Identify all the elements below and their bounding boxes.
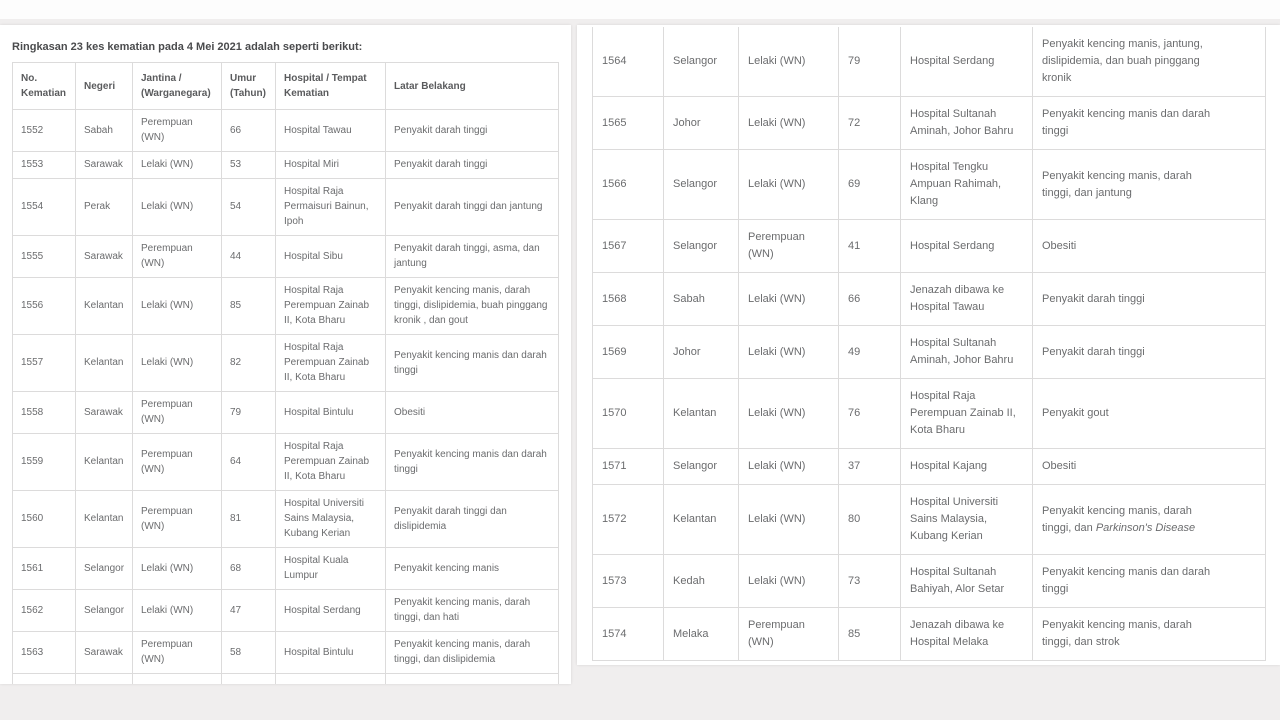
cell-latar-belakang: [1033, 449, 1266, 485]
deaths-table-left: [12, 62, 559, 684]
cell-negeri: Kelantan: [76, 278, 133, 335]
latar-text: Obesiti: [1042, 460, 1077, 472]
cell-hospital: Hospital Kuala Lumpur: [276, 548, 386, 590]
cell-jantina: Lelaki (WN): [739, 273, 839, 326]
cell-hospital: Hospital Bintulu: [276, 632, 386, 674]
cell-jantina: Lelaki (WN): [739, 326, 839, 379]
cell-umur: 49: [839, 326, 901, 379]
cell-latar-belakang: [386, 236, 559, 278]
table-body-left: [13, 110, 559, 674]
table-row: [593, 97, 1266, 150]
cell-negeri: Sabah: [664, 273, 739, 326]
cell-negeri: Selangor: [664, 220, 739, 273]
cell-latar-belakang: [386, 392, 559, 434]
table-row: [593, 485, 1266, 555]
cell-latar-belakang: [1033, 97, 1266, 150]
cell-no-kematian: 1566: [593, 150, 664, 220]
cell-hospital: Hospital Miri: [276, 152, 386, 179]
cell-negeri: Sarawak: [76, 152, 133, 179]
cell-jantina: Perempuan (WN): [133, 491, 222, 548]
cell-latar-belakang: [1033, 485, 1266, 555]
header-cell-latar-belakang: Latar Belakang: [386, 63, 559, 110]
cell-hospital: Hospital Serdang: [276, 590, 386, 632]
cell-jantina: Lelaki (WN): [739, 150, 839, 220]
document-page-right: [577, 25, 1280, 665]
cell-no-kematian: 1560: [13, 491, 76, 548]
cell-jantina: Perempuan (WN): [133, 434, 222, 491]
cell-latar-belakang: [386, 335, 559, 392]
table-row: [13, 110, 559, 152]
cell-latar-belakang: [386, 632, 559, 674]
previous-page-bottom-edge: [0, 0, 1280, 19]
cell-negeri: Sarawak: [76, 392, 133, 434]
cell-no-kematian: 1569: [593, 326, 664, 379]
header-cell-umur: Umur (Tahun): [222, 63, 276, 110]
cell-negeri: Johor: [664, 326, 739, 379]
cell-jantina: Lelaki (WN): [133, 590, 222, 632]
cell-jantina: Perempuan (WN): [133, 632, 222, 674]
cell-no-kematian: 1552: [13, 110, 76, 152]
header-cell-no-kematian: No. Kematian: [13, 63, 76, 110]
table-body-right: [593, 27, 1266, 661]
cell-umur: 47: [222, 590, 276, 632]
table-row: [13, 335, 559, 392]
table-row: [13, 590, 559, 632]
cell-hospital: Hospital Serdang: [901, 220, 1033, 273]
table-row: [593, 608, 1266, 661]
cell-umur: 79: [839, 27, 901, 97]
cell-jantina: Lelaki (WN): [133, 335, 222, 392]
cell-jantina: Lelaki (WN): [739, 27, 839, 97]
latar-text: Penyakit kencing manis, darah tinggi, dan jantung: [1042, 169, 1192, 199]
cell-latar-belakang: [386, 434, 559, 491]
header-cell-negeri: Negeri: [76, 63, 133, 110]
cell-umur: 66: [839, 273, 901, 326]
cell-hospital: Hospital Tawau: [276, 110, 386, 152]
cell-negeri: Selangor: [76, 590, 133, 632]
cell-no-kematian: 1555: [13, 236, 76, 278]
cell-no-kematian: 1556: [13, 278, 76, 335]
cell-jantina: Lelaki (WN): [133, 548, 222, 590]
cell-umur: 68: [222, 548, 276, 590]
table-row: [13, 434, 559, 491]
cell-umur: 58: [222, 632, 276, 674]
cell-hospital: Hospital Raja Perempuan Zainab II, Kota Bharu: [276, 278, 386, 335]
cell-negeri: Selangor: [664, 449, 739, 485]
cell-hospital: Hospital Raja Perempuan Zainab II, Kota Bharu: [901, 379, 1033, 449]
cell-umur: 76: [839, 379, 901, 449]
cell-negeri: Sarawak: [76, 236, 133, 278]
latar-text: Penyakit darah tinggi: [394, 159, 488, 170]
cell-jantina: Lelaki (WN): [133, 152, 222, 179]
cell-negeri: Selangor: [664, 27, 739, 97]
cell-umur: 69: [839, 150, 901, 220]
table-row: [13, 548, 559, 590]
cell-no-kematian: 1553: [13, 152, 76, 179]
cell-umur: 41: [839, 220, 901, 273]
cell-negeri: Kelantan: [76, 434, 133, 491]
table-row: [593, 220, 1266, 273]
cell-umur: 82: [222, 335, 276, 392]
cell-jantina: Perempuan (WN): [133, 392, 222, 434]
cell-latar-belakang: [1033, 27, 1266, 97]
table-header: [13, 63, 559, 110]
table-row: [593, 555, 1266, 608]
latar-text: Penyakit kencing manis, darah tinggi, dan strok: [1042, 619, 1192, 648]
cell-negeri: Kelantan: [664, 379, 739, 449]
cell-umur: 85: [839, 608, 901, 661]
table-row: [593, 27, 1266, 97]
cell-hospital: Hospital Raja Perempuan Zainab II, Kota Bharu: [276, 335, 386, 392]
latar-text: Penyakit darah tinggi, asma, dan jantung: [394, 243, 540, 269]
cell-latar-belakang: [1033, 608, 1266, 661]
cell-jantina: Perempuan (WN): [739, 220, 839, 273]
latar-text: Penyakit kencing manis, darah tinggi, dan hati: [394, 597, 531, 623]
latar-text: Penyakit kencing manis dan darah tinggi: [1042, 566, 1211, 595]
cell-umur: 81: [222, 491, 276, 548]
table-row: [13, 278, 559, 335]
cell-no-kematian: 1554: [13, 179, 76, 236]
cell-no-kematian: 1568: [593, 273, 664, 326]
cell-umur: 44: [222, 236, 276, 278]
cell-no-kematian: 1563: [13, 632, 76, 674]
cell-umur: 54: [222, 179, 276, 236]
cell-jantina: Perempuan (WN): [133, 236, 222, 278]
cell-latar-belakang: [1033, 150, 1266, 220]
cell-latar-belakang: [1033, 220, 1266, 273]
table-row: [593, 326, 1266, 379]
report-summary-title: Ringkasan 23 kes kematian pada 4 Mei 2021 adalah seperti berikut:: [12, 41, 363, 53]
cut-off-row: [13, 674, 559, 685]
cell-latar-belakang: [1033, 326, 1266, 379]
cell-hospital: Hospital Kajang: [901, 449, 1033, 485]
cell-hospital: Hospital Universiti Sains Malaysia, Kubang Kerian: [901, 485, 1033, 555]
cell-no-kematian: 1571: [593, 449, 664, 485]
cell-umur: 53: [222, 152, 276, 179]
latar-text: Penyakit kencing manis, jantung, dislipidemia, dan buah pinggang kronik: [1042, 38, 1203, 84]
latar-text: Obesiti: [1042, 239, 1077, 252]
cell-hospital: Jenazah dibawa ke Hospital Tawau: [901, 273, 1033, 326]
cell-umur: 64: [222, 434, 276, 491]
cell-negeri: Melaka: [664, 608, 739, 661]
table-row: [13, 491, 559, 548]
table-row: [593, 449, 1266, 485]
cell-latar-belakang: [386, 491, 559, 548]
table-row: [13, 236, 559, 278]
cell-negeri: Kedah: [664, 555, 739, 608]
cell-jantina: Lelaki (WN): [133, 278, 222, 335]
cell-no-kematian: 1570: [593, 379, 664, 449]
cell-umur: 85: [222, 278, 276, 335]
cell-negeri: Sabah: [76, 110, 133, 152]
cell-no-kematian: 1564: [593, 27, 664, 97]
latar-text: Penyakit darah tinggi: [394, 124, 488, 136]
cell-jantina: Lelaki (WN): [739, 485, 839, 555]
latar-text-italic: Parkinson's Disease: [1095, 521, 1196, 534]
cell-hospital: Hospital Raja Perempuan Zainab II, Kota Bharu: [276, 434, 386, 491]
cell-hospital: Hospital Sultanah Aminah, Johor Bahru: [901, 97, 1033, 150]
cell-jantina: Lelaki (WN): [739, 555, 839, 608]
cell-latar-belakang: [1033, 555, 1266, 608]
latar-text: Penyakit kencing manis dan darah tinggi: [1042, 108, 1211, 137]
cell-no-kematian: 1572: [593, 485, 664, 555]
latar-text: Penyakit kencing manis dan darah tinggi: [394, 349, 547, 376]
cell-jantina: Lelaki (WN): [739, 379, 839, 449]
table-row: [13, 632, 559, 674]
cell-umur: 80: [839, 485, 901, 555]
cell-no-kematian: 1559: [13, 434, 76, 491]
cell-latar-belakang: [386, 152, 559, 179]
deaths-table-right: [592, 27, 1266, 661]
header-cell-jantina: Jantina / (Warganegara): [133, 63, 222, 110]
cell-no-kematian: 1567: [593, 220, 664, 273]
cell-negeri: Perak: [76, 179, 133, 236]
cell-jantina: Perempuan (WN): [739, 608, 839, 661]
latar-text: Penyakit darah tinggi dan dislipidemia: [394, 505, 507, 532]
cell-negeri: Johor: [664, 97, 739, 150]
table-row: [593, 379, 1266, 449]
latar-text: Penyakit darah tinggi: [1042, 345, 1145, 358]
header-cell-hospital: Hospital / Tempat Kematian: [276, 63, 386, 110]
cell-no-kematian: 1562: [13, 590, 76, 632]
latar-text: Penyakit darah tinggi dan jantung: [394, 201, 543, 212]
cell-umur: 72: [839, 97, 901, 150]
cell-latar-belakang: [386, 590, 559, 632]
cell-no-kematian: 1574: [593, 608, 664, 661]
cell-negeri: Selangor: [664, 150, 739, 220]
cell-negeri: Kelantan: [76, 491, 133, 548]
latar-text: Penyakit kencing manis, darah tinggi, dislipidemia, buah pinggang kronik , dan gout: [394, 285, 548, 326]
cell-negeri: Selangor: [76, 548, 133, 590]
cell-latar-belakang: [386, 110, 559, 152]
cell-hospital: Hospital Sultanah Aminah, Johor Bahru: [901, 326, 1033, 379]
cell-hospital: Hospital Raja Permaisuri Bainun, Ipoh: [276, 179, 386, 236]
cell-hospital: Hospital Universiti Sains Malaysia, Kubang Kerian: [276, 491, 386, 548]
cell-no-kematian: 1558: [13, 392, 76, 434]
latar-text: Penyakit darah tinggi: [1042, 292, 1145, 305]
cell-hospital: Hospital Sultanah Bahiyah, Alor Setar: [901, 555, 1033, 608]
table-header-row: [13, 63, 559, 110]
cell-jantina: Perempuan (WN): [133, 110, 222, 152]
cell-umur: 79: [222, 392, 276, 434]
cell-latar-belakang: [1033, 379, 1266, 449]
table-row: [593, 150, 1266, 220]
cell-no-kematian: 1565: [593, 97, 664, 150]
cell-jantina: Lelaki (WN): [739, 97, 839, 150]
latar-text: Obesiti: [394, 406, 426, 418]
cell-hospital: Jenazah dibawa ke Hospital Melaka: [901, 608, 1033, 661]
table-row: [13, 179, 559, 236]
latar-text: Penyakit kencing manis, darah tinggi, dan dislipidemia: [394, 639, 531, 665]
cell-latar-belakang: [1033, 273, 1266, 326]
document-page-left: [0, 25, 571, 684]
latar-text: Penyakit kencing manis dan darah tinggi: [394, 448, 547, 475]
cell-latar-belakang: [386, 548, 559, 590]
table-row: [13, 152, 559, 179]
latar-text: Penyakit gout: [1042, 407, 1109, 419]
cell-hospital: Hospital Bintulu: [276, 392, 386, 434]
cell-latar-belakang: [386, 278, 559, 335]
cell-no-kematian: 1573: [593, 555, 664, 608]
cell-hospital: Hospital Serdang: [901, 27, 1033, 97]
table-row-cut-off: [13, 674, 559, 685]
cell-latar-belakang: [386, 179, 559, 236]
cell-no-kematian: 1557: [13, 335, 76, 392]
cell-jantina: Lelaki (WN): [133, 179, 222, 236]
cell-umur: 37: [839, 449, 901, 485]
table-row: [593, 273, 1266, 326]
cell-umur: 66: [222, 110, 276, 152]
cell-umur: 73: [839, 555, 901, 608]
cell-negeri: Sarawak: [76, 632, 133, 674]
cell-no-kematian: 1561: [13, 548, 76, 590]
latar-text: Penyakit kencing manis, darah tinggi, dan: [1042, 504, 1192, 534]
cell-hospital: Hospital Sibu: [276, 236, 386, 278]
cell-negeri: Kelantan: [664, 485, 739, 555]
table-row: [13, 392, 559, 434]
cell-negeri: Kelantan: [76, 335, 133, 392]
cell-jantina: Lelaki (WN): [739, 449, 839, 485]
latar-text: Penyakit kencing manis: [394, 562, 500, 574]
cell-hospital: Hospital Tengku Ampuan Rahimah, Klang: [901, 150, 1033, 220]
